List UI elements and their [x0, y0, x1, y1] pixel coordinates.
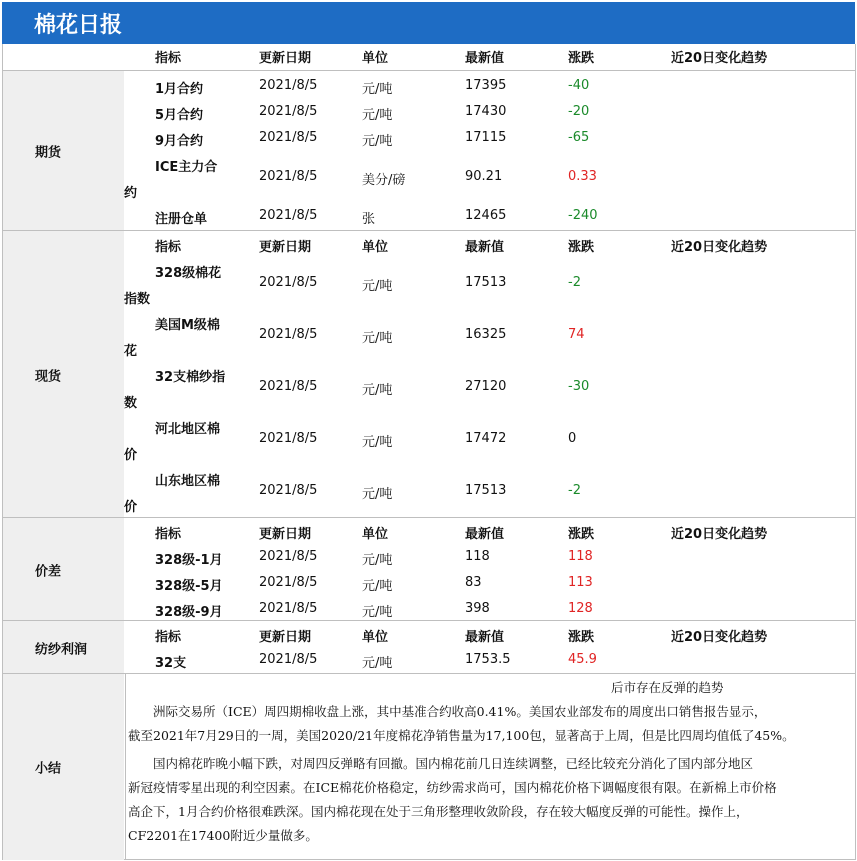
row-name-line1: ICE主力合: [155, 160, 218, 175]
header-date: 更新日期: [259, 630, 312, 645]
header-latest: 最新值: [465, 240, 505, 255]
row-unit: 元/吨: [362, 383, 393, 398]
row-unit: 元/吨: [362, 435, 393, 450]
header-indicator: 指标: [155, 240, 182, 255]
row-unit: 元/吨: [362, 108, 393, 123]
header-date: 更新日期: [259, 240, 312, 255]
table-row: [3, 366, 855, 414]
row-value: 118: [465, 549, 490, 564]
row-change: -40: [568, 78, 590, 93]
summary-p1-line2: 截至2021年7月29日的一周，美国2020/21年度棉花净销售量为17,100包，显著高于上周，但是比四周均值低了45%。: [128, 728, 795, 743]
summary-p1-line1: 洲际交易所（ICE）周四期棉收盘上涨，其中基准合约收高0.41%。美国农业部发布的周度出口销售报告显示，: [153, 704, 767, 719]
summary-p2-line1: 国内棉花昨晚小幅下跌，对周四反弹略有回撤。国内棉花前几日连续调整，已经比较充分消化了国内部分地区: [153, 756, 754, 771]
spread-label: 价差: [35, 564, 62, 579]
row-name-line2: 约: [124, 186, 138, 201]
row-change: -30: [568, 379, 590, 394]
row-name-line1: 山东地区棉: [155, 474, 221, 489]
header-trend: 近20日变化趋势: [671, 527, 768, 542]
row-change: 45.9: [568, 652, 597, 667]
header-change: 涨跌: [568, 527, 595, 542]
summary-label: 小结: [35, 761, 62, 777]
row-date: 2021/8/5: [259, 483, 318, 498]
header-latest: 最新值: [465, 51, 505, 66]
row-change: 118: [568, 549, 593, 564]
row-date: 2021/8/5: [259, 327, 318, 342]
header-date: 更新日期: [259, 527, 312, 542]
header-indicator: 指标: [155, 630, 182, 645]
row-change: -20: [568, 104, 590, 119]
row-value: 1753.5: [465, 652, 511, 667]
row-date: 2021/8/5: [259, 208, 318, 223]
row-date: 2021/8/5: [259, 549, 318, 564]
row-value: 398: [465, 601, 490, 616]
row-unit: 元/吨: [362, 656, 393, 671]
header-indicator: 指标: [155, 527, 182, 542]
row-date: 2021/8/5: [259, 78, 318, 93]
row-change: -65: [568, 130, 590, 145]
row-name: 1月合约: [155, 82, 204, 97]
row-value: 17472: [465, 431, 507, 446]
row-change: 74: [568, 327, 585, 342]
row-name: 注册仓单: [155, 212, 208, 227]
row-name: 328级-1月: [155, 553, 223, 568]
summary-label-cell: [3, 674, 124, 860]
row-name-line1: 河北地区棉: [155, 422, 221, 437]
futures-section: [3, 70, 855, 231]
header-indicator: 指标: [155, 51, 182, 66]
row-change: 128: [568, 601, 593, 616]
row-value: 17115: [465, 130, 507, 145]
summary-section: [3, 673, 855, 860]
row-name-line2: 花: [124, 344, 138, 359]
row-name-line2: 价: [124, 448, 138, 463]
table-row: [3, 418, 855, 466]
row-value: 12465: [465, 208, 507, 223]
header-trend: 近20日变化趋势: [671, 630, 768, 645]
row-name-line1: 32支棉纱指: [155, 370, 226, 385]
row-unit: 元/吨: [362, 82, 393, 97]
header-change: 涨跌: [568, 240, 595, 255]
header-latest: 最新值: [465, 630, 505, 645]
row-value: 27120: [465, 379, 507, 394]
row-value: 16325: [465, 327, 507, 342]
header-date: 更新日期: [259, 51, 312, 66]
header-unit: 单位: [362, 51, 389, 66]
row-change: 0: [568, 431, 577, 446]
row-unit: 元/吨: [362, 605, 393, 620]
futures-label-cell: [3, 71, 124, 231]
header-unit: 单位: [362, 240, 389, 255]
row-name-line1: 328级棉花: [155, 266, 222, 281]
row-unit: 美分/磅: [362, 173, 406, 188]
row-unit: 元/吨: [362, 134, 393, 149]
row-date: 2021/8/5: [259, 275, 318, 290]
row-date: 2021/8/5: [259, 431, 318, 446]
row-value: 17395: [465, 78, 507, 93]
row-change: -2: [568, 483, 581, 498]
margin-section: [3, 620, 855, 674]
row-name-line2: 指数: [124, 292, 151, 307]
row-change: 0.33: [568, 169, 597, 184]
row-unit: 元/吨: [362, 579, 393, 594]
row-date: 2021/8/5: [259, 601, 318, 616]
margin-label-cell: [3, 621, 124, 674]
row-change: 113: [568, 575, 593, 590]
header-change: 涨跌: [568, 630, 595, 645]
row-name: 5月合约: [155, 108, 204, 123]
report-title: 棉花日报: [34, 13, 123, 38]
title-bar: [2, 2, 855, 44]
row-name-line2: 价: [124, 500, 138, 515]
row-date: 2021/8/5: [259, 379, 318, 394]
row-unit: 元/吨: [362, 331, 393, 346]
spot-label: 现货: [35, 369, 62, 384]
row-date: 2021/8/5: [259, 575, 318, 590]
row-change: -2: [568, 275, 581, 290]
row-value: 83: [465, 575, 482, 590]
futures-label: 期货: [35, 145, 62, 161]
summary-p2-line3: 高企下，1月合约价格很难跌深。国内棉花现在处于三角形整理收敛阶段，存在较大幅度反弹的可能性。操作上，: [128, 804, 749, 819]
summary-p2-line4: CF2201在17400附近少量做多。: [128, 828, 318, 843]
table-row: [3, 470, 855, 518]
header-unit: 单位: [362, 527, 389, 542]
row-name: 9月合约: [155, 134, 204, 149]
header-latest: 最新值: [465, 527, 505, 542]
spread-section: [3, 517, 855, 621]
row-value: 17430: [465, 104, 507, 119]
row-name: 328级-9月: [155, 605, 223, 620]
row-date: 2021/8/5: [259, 652, 318, 667]
header-trend: 近20日变化趋势: [671, 240, 768, 255]
spot-section: [3, 230, 855, 518]
spread-label-cell: [3, 518, 124, 621]
row-name: 32支: [155, 656, 187, 671]
summary-p2-line2: 新冠疫情零星出现的利空因素。在ICE棉花价格稳定，纺纱需求尚可，国内棉花价格下调幅度很有限。在新棉上市价格: [128, 780, 777, 795]
header-change: 涨跌: [568, 51, 595, 66]
header-trend: 近20日变化趋势: [671, 51, 768, 66]
row-unit: 元/吨: [362, 487, 393, 502]
row-value: 90.21: [465, 169, 503, 184]
table-row: [3, 262, 855, 310]
table-row: [3, 156, 855, 204]
summary-text: [125, 674, 854, 860]
row-name-line1: 美国M级棉: [155, 318, 220, 333]
summary-heading: 后市存在反弹的趋势: [611, 680, 724, 695]
row-name-line2: 数: [124, 396, 138, 411]
row-date: 2021/8/5: [259, 130, 318, 145]
row-value: 17513: [465, 483, 507, 498]
row-unit: 元/吨: [362, 279, 393, 294]
row-date: 2021/8/5: [259, 169, 318, 184]
table-row: [3, 314, 855, 362]
header-unit: 单位: [362, 630, 389, 645]
report-table: [2, 44, 856, 860]
row-date: 2021/8/5: [259, 104, 318, 119]
margin-label: 纺纱利润: [35, 642, 88, 657]
row-unit: 张: [362, 212, 376, 227]
row-value: 17513: [465, 275, 507, 290]
row-change: -240: [568, 208, 598, 223]
row-name: 328级-5月: [155, 579, 223, 594]
row-unit: 元/吨: [362, 553, 393, 568]
